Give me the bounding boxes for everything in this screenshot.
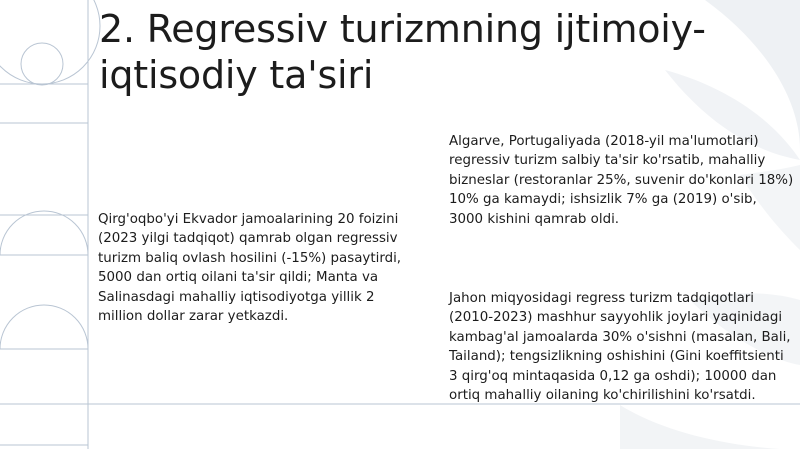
deco-arch-lower: [0, 305, 88, 349]
title-line-1: 2. Regressiv turizmning ijtimoiy-: [99, 7, 706, 51]
paragraph-ecuador: Qirg'oqbo'yi Ekvador jamoalarining 20 foizini (2023 yilgi tadqiqot) qamrab olgan regressiv turizm baliq ovlash hosilini (-15%) pasaytirdi, 5000 dan ortiq oilani ta'sir qildi; Manta va Salinasdagi mahalliy iqtisodiyotga yillik 2 million dollar zarar yetkazdi.: [98, 212, 402, 325]
paragraph-global-studies: Jahon miqyosidagi regress turizm tadqiqotlari (2010-2023) mashhur sayyohlik joylari yaqinidagi kambag'al jamoalarda 30% o'sishni (masalan, Bali, Tailand); tengsizlikning oshishini (Gini koeffitsienti 3 qirg'oq mintaqasida 0,12 ga oshdi); 10000 dan ortiq mahalliy oilaning ko'chirilishini ko'rsatdi.: [449, 291, 791, 404]
deco-leaf-5: [620, 405, 780, 449]
deco-arch-upper: [0, 211, 88, 255]
paragraph-algarve: Algarve, Portugaliyada (2018-yil ma'lumotlari) regressiv turizm salbiy ta'sir ko'rsatib, mahalliy bizneslar (restoranlar 25%, suvenir do'konlari 18%) 10% ga kamaydi; ishsizlik 7% ga (2019) o'sib, 3000 kishini qamrab oldi.: [449, 134, 794, 227]
deco-circle-large: [0, 0, 100, 84]
title-line-2: iqtisodiy ta'siri: [99, 53, 374, 97]
slide-title: [99, 6, 789, 98]
deco-circle-small: [21, 43, 63, 85]
